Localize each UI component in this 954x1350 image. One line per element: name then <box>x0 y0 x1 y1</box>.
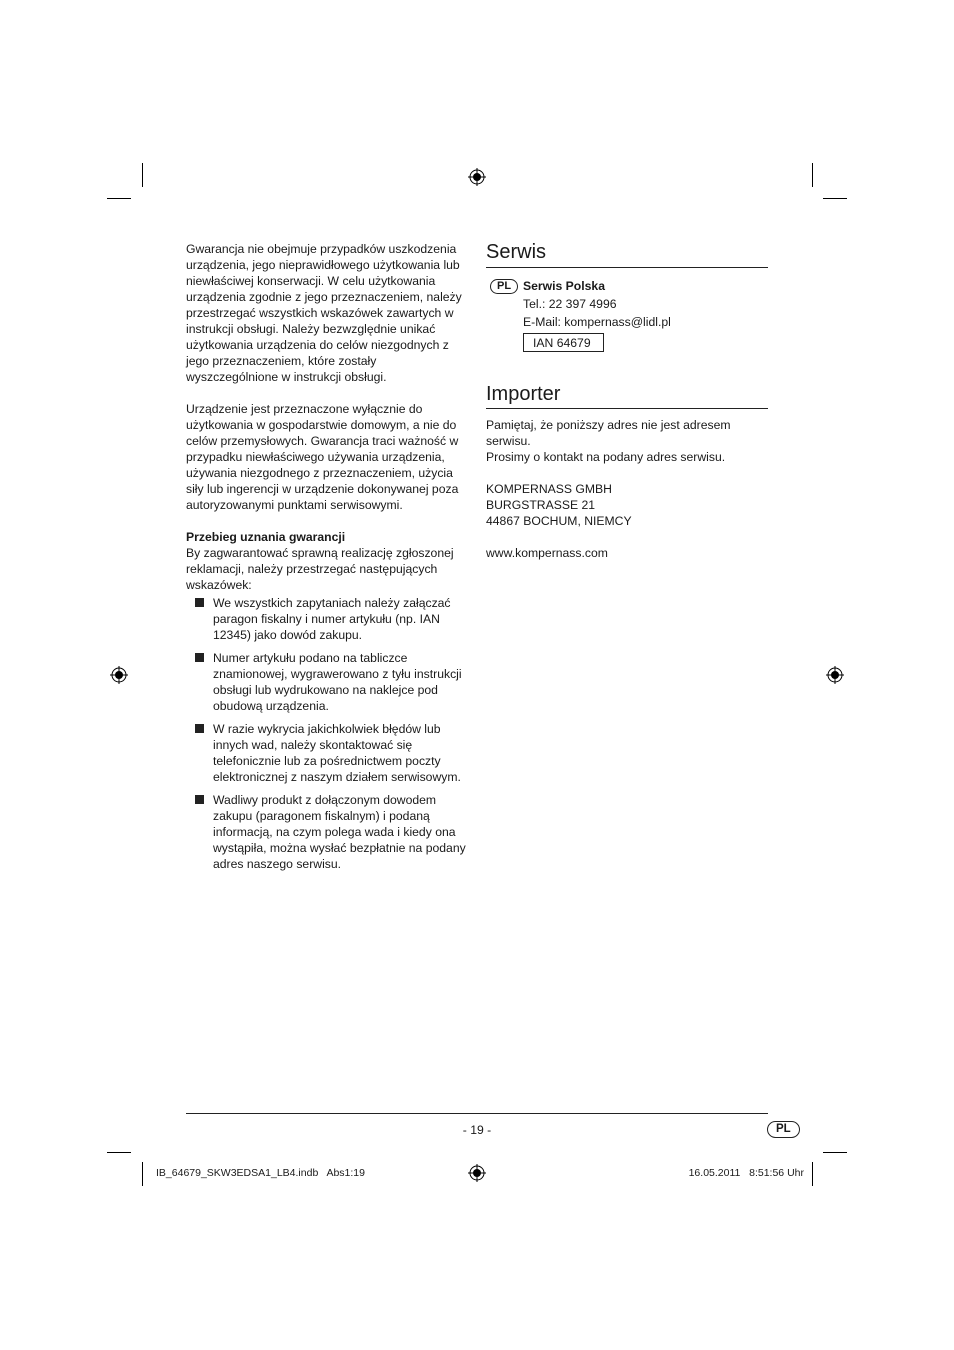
list-item: Wadliwy produkt z dołączonym dowodem zakupu (paragonem fiskalnym) i podaną informacją, na czym polega wada i kiedy ona wystąpiła, można wysłać bezpłatnie na podany adres naszego serwisu. <box>186 792 468 872</box>
crop-mark <box>107 1152 131 1153</box>
file-info: IB_64679_SKW3EDSA1_LB4.indb Abs1:19 <box>156 1167 365 1179</box>
language-badge: PL <box>767 1121 800 1138</box>
print-timestamp: 16.05.2011 8:51:56 Uhr <box>688 1167 804 1179</box>
warranty-process-heading: Przebieg uznania gwarancji <box>186 530 346 544</box>
registration-mark-icon <box>468 168 486 186</box>
service-contact-block <box>490 278 770 352</box>
service-phone: Tel.: 22 397 4996 <box>523 297 617 311</box>
importer-note-2: Prosimy o kontakt na podany adres serwisu. <box>486 450 726 464</box>
importer-note-1: Pamiętaj, że poniższy adres nie jest adresem serwisu. <box>486 418 731 448</box>
list-item: We wszystkich zapytaniach należy załączać paragon fiskalny i numer artykułu (np. IAN 12345) jako dowód zakupu. <box>186 595 468 643</box>
page-number: - 19 - <box>462 1123 492 1137</box>
importer-website: www.kompernass.com <box>486 546 608 560</box>
importer-address-line-2: BURGSTRASSE 21 <box>486 498 596 512</box>
service-email: E-Mail: kompernass@lidl.pl <box>523 315 671 329</box>
registration-mark-icon <box>826 666 844 684</box>
warranty-exclusions-paragraph: Gwarancja nie obejmuje przypadków uszkodzenia urządzenia, jego nieprawidłowego użytkowania lub niewłaściwej konserwacji. W celu użytkowania urządzenia zgodnie z jego przeznaczeniem, należy przestrzegać wszystkich wskazówek zawartych w instrukcji obsługi. Należy bezwzględnie unikać użytkowania urządzenia do celów niezgodnych z jego przeznaczeniem, które zostały wyszczególnione w instrukcji obsługi. <box>186 242 462 384</box>
left-column <box>186 241 468 879</box>
square-bullet-icon <box>195 724 204 733</box>
importer-block <box>486 417 776 561</box>
serwis-divider <box>486 267 768 268</box>
service-name: Serwis Polska <box>523 279 605 293</box>
warranty-intro: By zagwarantować sprawną realizację zgłoszonej reklamacji, należy przestrzegać następujących wskazówek: <box>186 546 454 592</box>
importer-title: Importer <box>486 383 561 405</box>
crop-mark <box>812 163 813 187</box>
square-bullet-icon <box>195 598 204 607</box>
registration-mark-icon <box>110 666 128 684</box>
country-badge: PL <box>490 279 518 294</box>
importer-address-line-3: 44867 BOCHUM, NIEMCY <box>486 514 632 528</box>
crop-mark <box>812 1162 813 1186</box>
registration-mark-icon <box>468 1164 486 1182</box>
footer-divider <box>186 1113 768 1114</box>
crop-mark <box>142 1162 143 1186</box>
intended-use-paragraph: Urządzenie jest przeznaczone wyłącznie do użytkowania w gospodarstwie domowym, a nie do celów przemysłowych. Gwarancja traci ważność w przypadku niewłaściwego używania urządzenia, używania niezgodnego z przeznaczeniem, użycia siły lub ingerencji w urządzenie dokonywanej poza autoryzowanymi punktami serwisowymi. <box>186 402 459 512</box>
crop-mark <box>823 1152 847 1153</box>
warranty-steps-list <box>186 595 468 872</box>
square-bullet-icon <box>195 795 204 804</box>
crop-mark <box>107 198 131 199</box>
importer-address-line-1: KOMPERNASS GMBH <box>486 482 612 496</box>
list-item: W razie wykrycia jakichkolwiek błędów lub innych wad, należy skontaktować się telefonicznie lub za pośrednictwem poczty elektronicznej z naszym działem serwisowym. <box>186 721 468 785</box>
list-item: Numer artykułu podano na tabliczce znamionowej, wygrawerowano z tyłu instrukcji obsługi lub wydrukowano na naklejce pod obudową urządzenia. <box>186 650 468 714</box>
crop-mark <box>823 198 847 199</box>
importer-divider <box>486 408 768 409</box>
square-bullet-icon <box>195 653 204 662</box>
crop-mark <box>142 163 143 187</box>
serwis-title: Serwis <box>486 241 547 263</box>
ian-box: IAN 64679 <box>523 333 604 352</box>
